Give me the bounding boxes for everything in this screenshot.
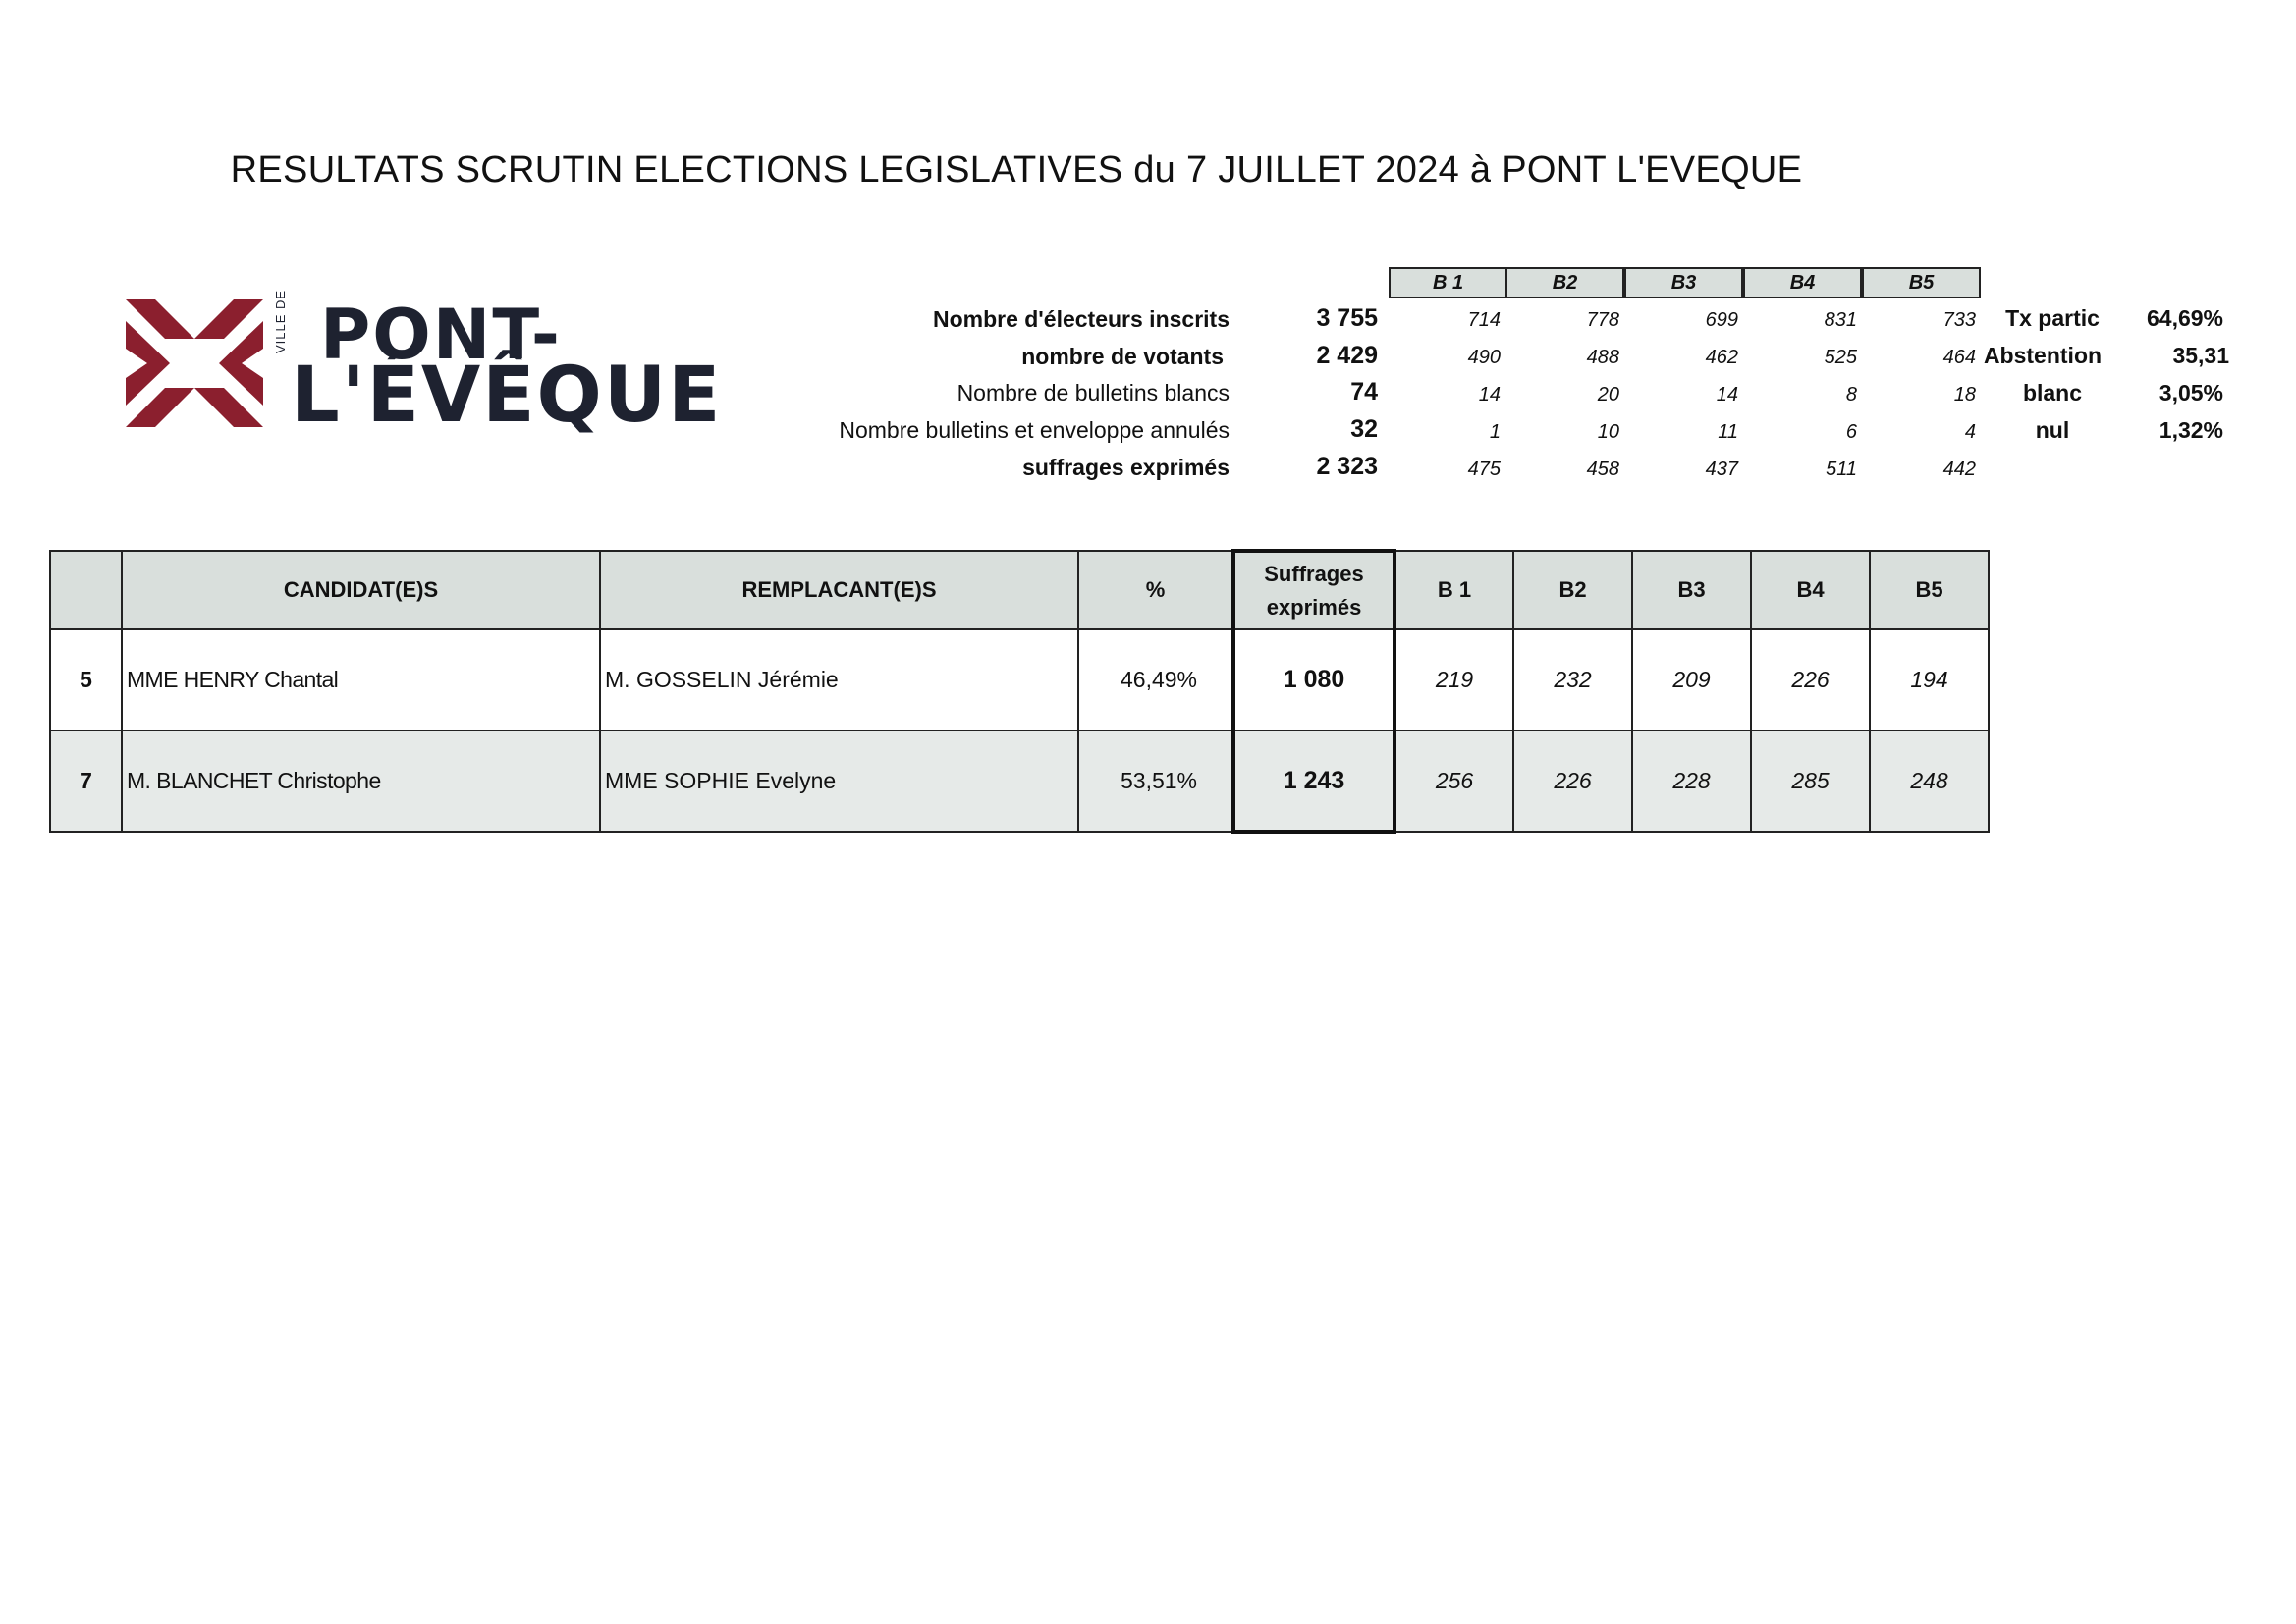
header-b5: B5 xyxy=(1870,551,1989,629)
summary-label-votants: nombre de votants xyxy=(1021,344,1224,369)
summary-value: 511 xyxy=(1826,459,1857,480)
summary-total-blancs: 74 xyxy=(1350,378,1378,406)
bureau-votes: 285 xyxy=(1751,731,1870,832)
header-candidat: CANDIDAT(E)S xyxy=(122,551,600,629)
candidate-suffrages: 1 243 xyxy=(1233,731,1394,832)
table-row xyxy=(50,731,1989,832)
candidate-name: M. BLANCHET Christophe xyxy=(122,731,600,832)
logo-line-1: PONT- xyxy=(320,295,562,375)
rate-value-participation: 64,69% xyxy=(2146,305,2223,331)
logo-mark-icon xyxy=(126,299,263,427)
bureau-votes: 232 xyxy=(1513,629,1632,731)
header-b2: B2 xyxy=(1513,551,1632,629)
summary-value: 8 xyxy=(1845,384,1857,406)
summary-value: 1 xyxy=(1489,421,1501,443)
substitute-name: M. GOSSELIN Jérémie xyxy=(600,629,1078,731)
summary-value: 490 xyxy=(1467,347,1501,368)
header-num xyxy=(50,551,122,629)
header-remplacant: REMPLACANT(E)S xyxy=(600,551,1078,629)
summary-label-blancs: Nombre de bulletins blancs xyxy=(957,380,1230,406)
summary-total-annules: 32 xyxy=(1350,415,1378,443)
results-table xyxy=(49,549,1990,834)
summary-total-inscrits: 3 755 xyxy=(1316,304,1378,332)
summary-value: 437 xyxy=(1705,459,1738,480)
bureau-votes: 194 xyxy=(1870,629,1989,731)
rate-value-blanc: 3,05% xyxy=(2159,380,2223,406)
rate-label-participation: Tx partic xyxy=(2005,305,2100,331)
substitute-name: MME SOPHIE Evelyne xyxy=(600,731,1078,832)
summary-value: 525 xyxy=(1824,347,1857,368)
summary-value: 778 xyxy=(1586,309,1619,331)
summary-total-votants: 2 429 xyxy=(1316,342,1378,369)
summary-header-b5: B5 xyxy=(1862,267,1981,298)
rate-label-nul: nul xyxy=(2035,417,2070,443)
summary-value: 10 xyxy=(1597,421,1619,443)
candidate-suffrages: 1 080 xyxy=(1233,629,1394,731)
candidate-name: MME HENRY Chantal xyxy=(122,629,600,731)
summary-value: 442 xyxy=(1942,459,1976,480)
rate-label-abstention: Abstention xyxy=(1983,343,2103,368)
rate-value-abstention: 35,31 xyxy=(2172,343,2229,368)
page-title: RESULTATS SCRUTIN ELECTIONS LEGISLATIVES du 7 JUILLET 2024 à PONT L'EVEQUE xyxy=(230,149,1803,190)
summary-value: 488 xyxy=(1586,347,1619,368)
summary-value: 733 xyxy=(1942,309,1976,331)
town-logo xyxy=(126,289,723,442)
bureau-votes: 226 xyxy=(1751,629,1870,731)
summary-value: 699 xyxy=(1705,309,1738,331)
table-header-row xyxy=(50,551,1989,629)
summary-value: 462 xyxy=(1705,347,1738,368)
summary-value: 714 xyxy=(1467,309,1501,331)
summary-value: 464 xyxy=(1942,347,1976,368)
bureau-votes: 219 xyxy=(1394,629,1513,731)
summary-header-b3: B3 xyxy=(1624,267,1743,298)
summary-value: 458 xyxy=(1586,459,1619,480)
bureau-votes: 256 xyxy=(1394,731,1513,832)
summary-value: 11 xyxy=(1718,421,1738,443)
summary-value: 6 xyxy=(1845,421,1857,443)
candidate-percent: 46,49% xyxy=(1078,629,1233,731)
summary-value: 14 xyxy=(1478,384,1501,406)
summary-value: 831 xyxy=(1824,309,1857,331)
summary-header-b2: B2 xyxy=(1505,267,1624,298)
rate-label-blanc: blanc xyxy=(2022,380,2083,406)
summary-value: 475 xyxy=(1467,459,1501,480)
summary-header-b1: B 1 xyxy=(1389,267,1507,298)
summary-value: 18 xyxy=(1953,384,1976,406)
header-pct: % xyxy=(1078,551,1233,629)
header-b3: B3 xyxy=(1632,551,1751,629)
summary-header-b4: B4 xyxy=(1743,267,1862,298)
summary-label-annules: Nombre bulletins et enveloppe annulés xyxy=(839,417,1230,443)
logo-ville-de: VILLE DE xyxy=(273,289,288,353)
bureau-votes: 226 xyxy=(1513,731,1632,832)
summary-value: 4 xyxy=(1964,421,1976,443)
candidate-percent: 53,51% xyxy=(1078,731,1233,832)
table-row xyxy=(50,629,1989,731)
candidate-number: 7 xyxy=(50,731,122,832)
bureau-votes: 228 xyxy=(1632,731,1751,832)
candidate-number: 5 xyxy=(50,629,122,731)
logo-line-2: L'ÉVÊQUE xyxy=(291,352,723,440)
bureau-votes: 209 xyxy=(1632,629,1751,731)
header-b4: B4 xyxy=(1751,551,1870,629)
rate-value-nul: 1,32% xyxy=(2159,417,2223,443)
summary-value: 20 xyxy=(1597,384,1619,406)
summary-label-exprimes: suffrages exprimés xyxy=(1022,455,1230,480)
header-suffrages-line1: Suffrages xyxy=(1264,561,1364,586)
header-b1: B 1 xyxy=(1394,551,1513,629)
summary-value: 14 xyxy=(1716,384,1738,406)
header-suffrages xyxy=(1233,551,1394,629)
summary-label-inscrits: Nombre d'électeurs inscrits xyxy=(932,306,1230,332)
bureau-votes: 248 xyxy=(1870,731,1989,832)
header-suffrages-line2: exprimés xyxy=(1266,594,1362,620)
summary-total-exprimes: 2 323 xyxy=(1316,453,1378,480)
